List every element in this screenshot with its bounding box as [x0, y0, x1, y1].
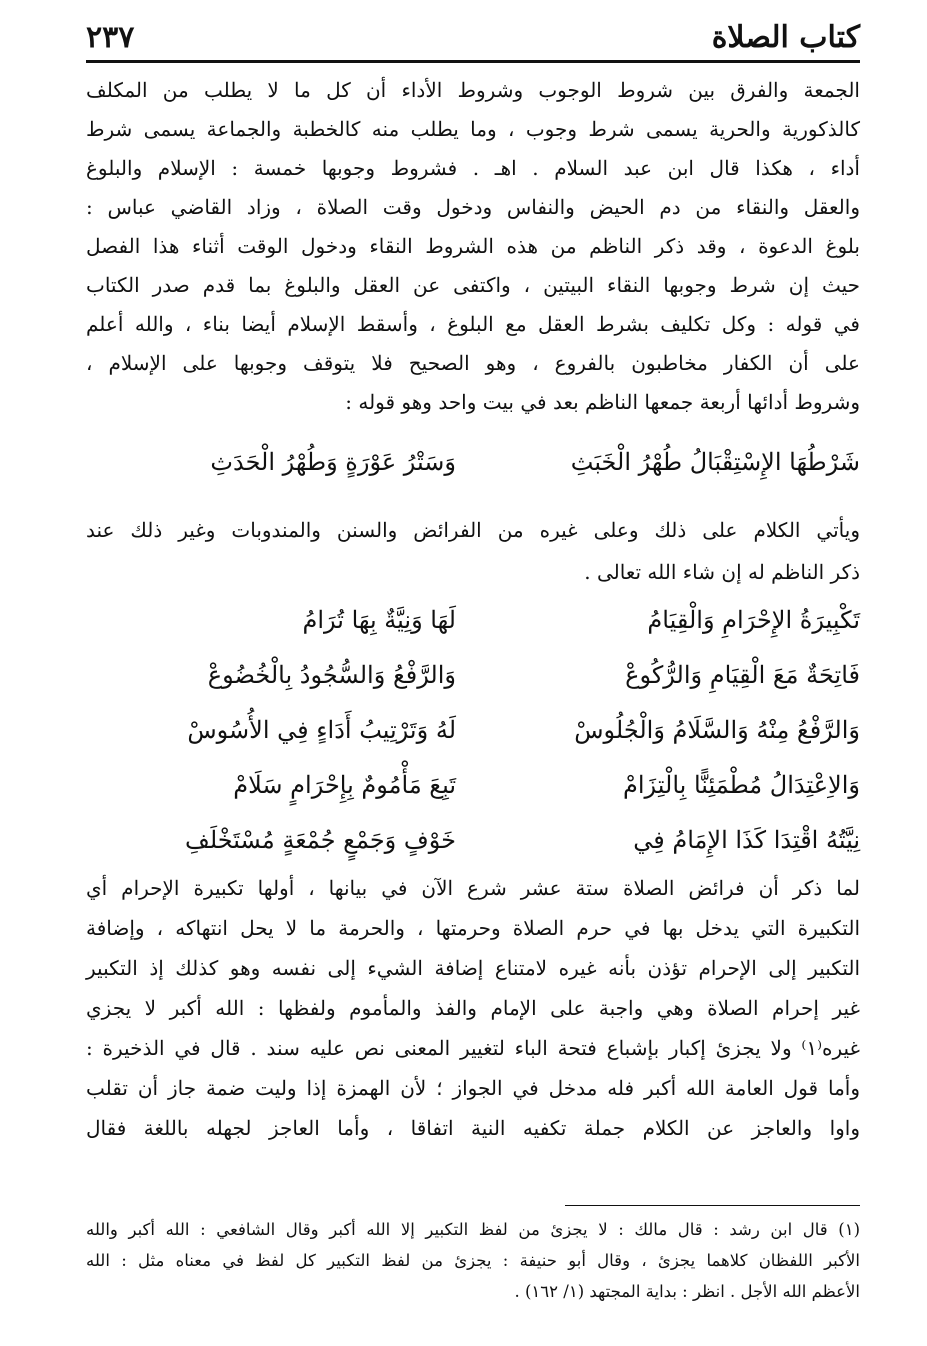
verse-second-hemistich: وَالرَّفْعُ وَالسُّجُودُ بِالْخُضُوعْ [207, 661, 456, 689]
text-line: غيره⁽١⁾ ولا يجزئ إكبار بإشباع فتحة الباء لتغيير المعنى نص عليه سند . قال في الذخيرة : [86, 1036, 860, 1060]
text-line: على أن الكفار مخاطبون بالفروع ، وهو الصحيح فلا يتوقف وجوبها على الإسلام ، [86, 351, 860, 375]
running-title: كتاب الصلاة [711, 20, 860, 55]
text-line: وأما قول العامة الله أكبر فله مدخل في الجواز ؛ لأن الهمزة إذا وليت ضمة جاز أن تقلب [86, 1076, 860, 1100]
verse-first-hemistich: فَاتِحَةٌ مَعَ الْقِيَامِ وَالرُّكُوعْ [625, 661, 860, 689]
text-line: بلوغ الدعوة ، وقد ذكر الناظم من هذه الشروط النقاء ودخول الوقت أثناء هذا الفصل [86, 234, 860, 258]
footnote-line: الأعظم الله الأجل . انظر : بداية المجتهد (١/ ١٦٢) . [514, 1282, 860, 1301]
text-line: التكبير إلى الإحرام تؤذن بأنه غيره لامتناع إضافة الشيء إلى نفسه وهو كذلك إذ التكبير [86, 956, 860, 980]
verse-second-hemistich: لَهُ وَتَرْتِيبُ أَدَاءٍ فِي الأُسُوسْ [187, 716, 456, 744]
verse-second-hemistich: خَوْفٍ وَجَمْعٍ جُمْعَةٍ مُسْتَخْلَفِ [184, 826, 456, 854]
verse-line [86, 818, 860, 862]
verse-second-hemistich: تَبِعَ مَأْمُومٌ بِإِحْرَامٍ سَلَامْ [233, 771, 456, 799]
page-number: ٢٣٧ [86, 20, 135, 55]
page-header [86, 18, 860, 62]
text-line: ويأتي الكلام على ذلك وعلى غيره من الفرائض والسنن والمندوبات وغير ذلك عند [86, 518, 860, 542]
footnote-line: (١) قال ابن رشد : قال مالك : لا يجزئ من لفظ التكبير إلا الله أكبر وقال الشافعي : الله أكبر والله [86, 1220, 860, 1239]
header-rule [86, 60, 860, 63]
text-line: الجمعة والفرق بين شروط الوجوب وشروط الأداء أن كل ما لا يطلب من المكلف [86, 78, 860, 102]
verse-line [86, 763, 860, 807]
footnote-rule [565, 1205, 860, 1206]
verse-line [86, 708, 860, 752]
verse-first-hemistich: شَرْطُهَا الإِسْتِقْبَالُ طُهْرُ الْخَبَثِ [570, 448, 860, 476]
text-line: غير إحرام الصلاة وهي واجبة على الإمام والفذ والمأموم ولفظها : الله أكبر لا يجزي [86, 996, 860, 1020]
text-line: والعقل والنقاء من دم الحيض والنفاس ودخول وقت الصلاة ، وزاد القاضي عباس : [86, 195, 860, 219]
verse-line [86, 440, 860, 484]
text-line: وشروط أدائها أربعة جمعها الناظم بعد في بيت واحد وهو قوله : [345, 390, 860, 414]
verse-first-hemistich: نِيَّتُهُ اقْتِدَا كَذَا الإِمَامُ فِي [633, 826, 860, 854]
verse-first-hemistich: وَالرَّفْعُ مِنْهُ وَالسَّلَامُ وَالْجُلُوسْ [574, 716, 860, 744]
text-line: حيث إن شرط وجوبها النقاء البيتين ، واكتفى عن العقل والبلوغ بما قدم صدر الكتاب [86, 273, 860, 297]
text-line: ذكر الناظم له إن شاء الله تعالى . [584, 560, 860, 584]
verse-line [86, 598, 860, 642]
text-line: لما ذكر أن فرائض الصلاة ستة عشر شرع الآن في بيانها ، أولها تكبيرة الإحرام أي [86, 876, 860, 900]
verse-line [86, 653, 860, 697]
text-line: أداء ، هكذا قال ابن عبد السلام . اهـ . فشروط وجوبها خمسة : الإسلام والبلوغ [86, 156, 860, 180]
text-line: التكبيرة التي يدخل بها في حرم الصلاة وحرمتها ، والحرمة ما لا يحل انتهاكه ، وإضافة [86, 916, 860, 940]
text-line: في قوله : وكل تكليف بشرط العقل مع البلوغ ، وأسقط الإسلام أيضا بناء ، والله أعلم [86, 312, 860, 336]
verse-second-hemistich: وَسَتْرُ عَوْرَةٍ وَطُهْرُ الْحَدَثِ [210, 448, 456, 476]
verse-first-hemistich: تَكْبِيرَةُ الإِحْرَامِ وَالْقِيَامُ [647, 606, 860, 634]
verse-first-hemistich: وَالاِعْتِدَالُ مُطْمَئِنًّا بِالْتِزَامْ [623, 771, 860, 799]
verse-second-hemistich: لَهَا وَنِيَّةٌ بِهَا تُرَامُ [302, 606, 456, 634]
text-line: واوا والعاجز عن الكلام جملة تكفيه النية اتفاقا ، وأما العاجز لجهله باللغة فقال [86, 1116, 861, 1140]
text-line: كالذكورية والحرية يسمى شرط وجوب ، وما يطلب منه كالخطبة والجماعة يسمى شرط [86, 117, 860, 141]
footnote-line: الأكبر اللفظان كلاهما يجزئ ، وقال أبو حنيفة : يجزئ من لفظ التكبير كل لفظ في معناه مثل : الله [86, 1251, 860, 1270]
